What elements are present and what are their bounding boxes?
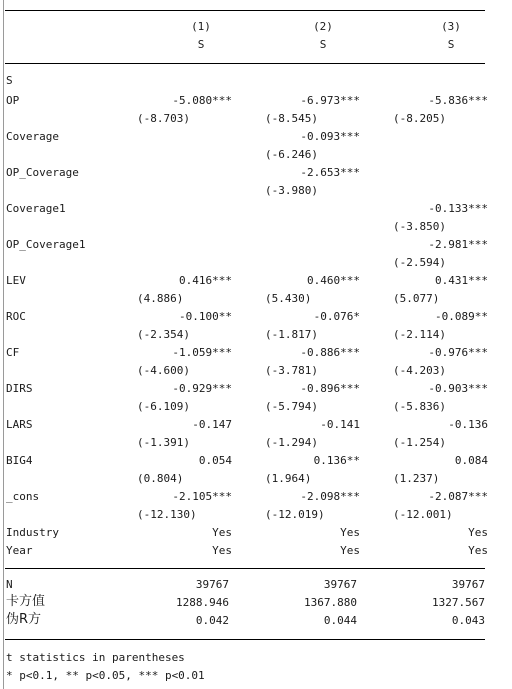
coef-cell: -2.087*** (428, 490, 488, 503)
coef-cell: -0.089** (435, 310, 488, 323)
dep-var-1: S (197, 38, 205, 51)
fixed-effect-label: Industry (6, 526, 59, 539)
t-stat-cell: (-12.001) (393, 508, 453, 521)
t-stat-cell: (5.430) (265, 292, 312, 305)
coef-cell: -0.133*** (428, 202, 488, 215)
dep-var-2: S (319, 38, 327, 51)
coef-cell: -5.080*** (172, 94, 232, 107)
fixed-effect-value: Yes (212, 544, 232, 557)
dep-var-3: S (447, 38, 455, 51)
coef-cell: -0.886*** (300, 346, 360, 359)
t-stat-cell: (-1.391) (137, 436, 190, 449)
fixed-effect-value: Yes (468, 544, 488, 557)
row-label: _cons (6, 490, 40, 503)
coef-cell: 0.416*** (179, 274, 232, 287)
stat-value: 39767 (323, 578, 357, 591)
fixed-effect-value: Yes (212, 526, 232, 539)
row-label: CF (6, 346, 20, 359)
coef-cell: 0.084 (454, 454, 488, 467)
coef-cell: 0.460*** (307, 274, 360, 287)
row-label: BIG4 (6, 454, 33, 467)
t-stat-cell: (-1.254) (393, 436, 446, 449)
stat-value: 1288.946 (176, 596, 229, 609)
t-stat-cell: (1.237) (393, 472, 440, 485)
coef-cell: -0.093*** (300, 130, 360, 143)
fixed-effect-label: Year (6, 544, 33, 557)
coef-cell: -2.098*** (300, 490, 360, 503)
row-label: LARS (6, 418, 33, 431)
stat-value: 0.044 (323, 614, 357, 627)
stat-value: 1367.880 (304, 596, 357, 609)
coef-cell: -0.896*** (300, 382, 360, 395)
coef-cell: -2.981*** (428, 238, 488, 251)
t-stat-cell: (-1.294) (265, 436, 318, 449)
left-border (3, 0, 4, 689)
t-stat-cell: (-2.114) (393, 328, 446, 341)
coef-cell: -2.105*** (172, 490, 232, 503)
coef-cell: -5.836*** (428, 94, 488, 107)
t-stat-cell: (5.077) (393, 292, 440, 305)
t-stat-cell: (-1.817) (265, 328, 318, 341)
fixed-effect-value: Yes (340, 544, 360, 557)
t-stat-cell: (-8.703) (137, 112, 190, 125)
t-stat-cell: (-4.203) (393, 364, 446, 377)
coef-cell: -0.100** (179, 310, 232, 323)
stat-value: 1327.567 (432, 596, 485, 609)
coef-cell: -6.973*** (300, 94, 360, 107)
col-header-1: (1) (191, 20, 211, 33)
col-header-2: (2) (313, 20, 333, 33)
coef-cell: -1.059*** (172, 346, 232, 359)
stat-label: N (6, 578, 13, 591)
stat-value: 0.043 (451, 614, 485, 627)
bottom-rule (5, 639, 485, 640)
coef-cell: -0.976*** (428, 346, 488, 359)
row-label: OP (6, 94, 20, 107)
stat-label: 卡方值 (6, 594, 46, 609)
t-stat-cell: (-2.594) (393, 256, 446, 269)
t-stat-cell: (-5.836) (393, 400, 446, 413)
coef-cell: -0.147 (192, 418, 232, 431)
t-stat-cell: (-8.205) (393, 112, 446, 125)
coef-cell: -0.141 (320, 418, 360, 431)
coef-cell: 0.431*** (435, 274, 488, 287)
t-stat-cell: (-8.545) (265, 112, 318, 125)
t-stat-cell: (4.886) (137, 292, 184, 305)
row-label: LEV (6, 274, 26, 287)
row-label: OP_Coverage (6, 166, 79, 179)
row-label: Coverage1 (6, 202, 66, 215)
coef-cell: -0.903*** (428, 382, 488, 395)
notes-line-2: * p<0.1, ** p<0.05, *** p<0.01 (6, 669, 205, 682)
top-rule (5, 10, 485, 11)
t-stat-cell: (-12.130) (137, 508, 197, 521)
row-label: ROC (6, 310, 26, 323)
header-rule (5, 63, 485, 64)
t-stat-cell: (-3.781) (265, 364, 318, 377)
t-stat-cell: (1.964) (265, 472, 312, 485)
t-stat-cell: (-2.354) (137, 328, 190, 341)
fixed-effect-value: Yes (468, 526, 488, 539)
coef-cell: -0.929*** (172, 382, 232, 395)
t-stat-cell: (-3.850) (393, 220, 446, 233)
notes-line-1: t statistics in parentheses (6, 651, 185, 664)
t-stat-cell: (-6.246) (265, 148, 318, 161)
stat-value: 39767 (195, 578, 229, 591)
coef-cell: -2.653*** (300, 166, 360, 179)
coef-cell: 0.136** (313, 454, 360, 467)
row-label: Coverage (6, 130, 59, 143)
row-label: DIRS (6, 382, 33, 395)
coef-cell: -0.136 (448, 418, 488, 431)
t-stat-cell: (-3.980) (265, 184, 318, 197)
row-label: OP_Coverage1 (6, 238, 86, 251)
coef-cell: -0.076* (313, 310, 360, 323)
section-label: S (6, 74, 13, 87)
col-header-3: (3) (441, 20, 461, 33)
coef-cell: 0.054 (198, 454, 232, 467)
fixed-effect-value: Yes (340, 526, 360, 539)
t-stat-cell: (-5.794) (265, 400, 318, 413)
stat-value: 0.042 (195, 614, 229, 627)
stats-rule (5, 568, 485, 569)
t-stat-cell: (-4.600) (137, 364, 190, 377)
t-stat-cell: (0.804) (137, 472, 184, 485)
t-stat-cell: (-6.109) (137, 400, 190, 413)
stat-value: 39767 (451, 578, 485, 591)
stat-label: 伪R方 (6, 612, 42, 627)
t-stat-cell: (-12.019) (265, 508, 325, 521)
